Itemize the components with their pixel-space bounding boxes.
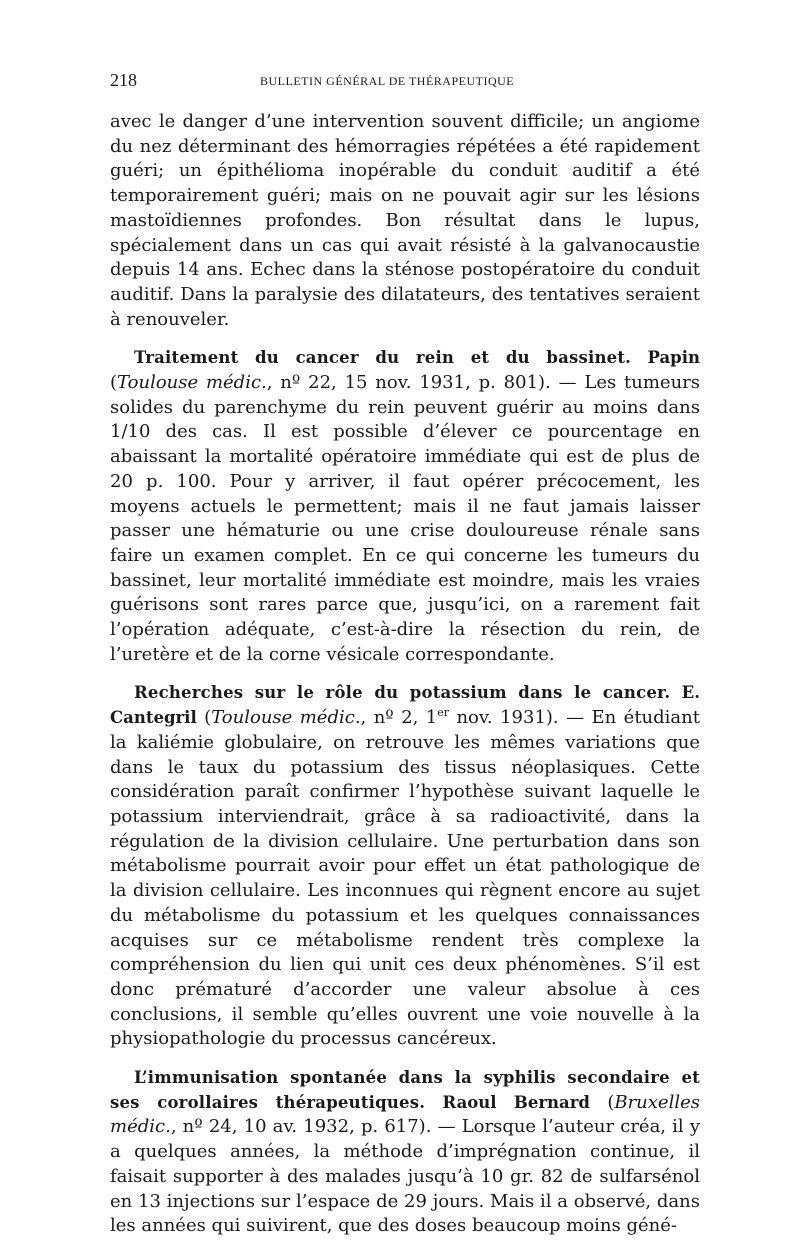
source-open: ( [607, 1091, 615, 1113]
source-citation-date: nov. 1931). [449, 707, 559, 729]
article-heading: Recherches sur le rôle du potassium dans le cancer. [134, 683, 671, 703]
article-author: E. Cantegril [110, 683, 700, 728]
article-author: Raoul Bernard [442, 1092, 590, 1112]
continued-paragraph [110, 110, 700, 332]
source-citation: , nº 22, 15 nov. 1931, p. 801). [266, 372, 551, 394]
running-header [110, 70, 700, 100]
article-body: — Lorsque l’auteur créa, il y a quelques années, la méthode d’imprégnation continue, il faisait supporter à des malades jusqu’à 10 gr. 82 de sulfarsénol en 13 injections sur l’espace de 29 jours. Mais il a observé, dans les années qui suivirent, que des doses beaucoup moins géné- [110, 1116, 700, 1237]
article-syphilis [110, 1066, 700, 1239]
source-citation: , nº 24, 10 av. 1932, p. 617). [170, 1116, 432, 1138]
source-journal: Toulouse médic. [211, 707, 361, 729]
source-journal: Toulouse médic. [117, 372, 267, 394]
article-kidney-cancer [110, 346, 700, 667]
document-page [110, 70, 700, 1253]
source-open: ( [204, 707, 212, 729]
source-journal: Bruxelles médic. [110, 1091, 700, 1138]
source-citation-superscript: er [437, 706, 450, 720]
article-author: Papin [647, 348, 700, 368]
source-open: ( [110, 372, 118, 394]
article-body: — En étudiant la kaliémie globulaire, on retrouve les mêmes variations que dans le taux du potassium des tissus néoplasiques. Cette considération paraît confirmer l’hypothèse suivant laquelle le potassium interviendrait, grâce à sa radioactivité, dans la régulation de la division cellulaire. Une perturbation dans son métabolisme pourrait avoir pour effet un état pathologique de la division cellulaire. Les inconnues qui règnent encore au sujet du métabolisme du potassium et les quelques connaissances acquises sur ce métabolisme rendent très complexe la compréhension du lien qui unit ces deux phénomènes. S’il est donc prématuré d’accorder une valeur absolue à ces conclusions, il semble qu’elles ouvrent une voie nouvelle à la physiopathologie du processus cancéreux. [110, 707, 700, 1050]
article-heading: L’immunisation spontanée dans la syphilis secondaire et ses corollaires thérapeutiques. [110, 1068, 700, 1112]
article-heading: Traitement du cancer du rein et du bassinet. [134, 348, 632, 368]
article-body: — Les tumeurs solides du parenchyme du rein peuvent guérir au moins dans 1/10 des cas. Il est possible d’élever ce pourcentage en abaissant la mortalité opératoire immédiate qui est de plus de 20 p. 100. Pour y arriver, il faut opérer précocement, les moyens actuels le permettent; mais il ne faut jamais laisser passer une hématurie ou une crise douloureuse rénale sans faire un examen complet. En ce qui concerne les tumeurs du bassinet, leur mortalité immédiate est moindre, mais les vraies guérisons sont rares parce que, jusqu’ici, on a rarement fait l’opération adéquate, c’est-à-dire la résection du rein, de l’uretère et de la corne vésicale correspondante. [110, 372, 701, 665]
source-citation: , nº 2, 1 [360, 707, 438, 729]
page-number: 218 [110, 70, 137, 90]
article-potassium [110, 681, 700, 1052]
journal-title: BULLETIN GÉNÉRAL DE THÉRAPEUTIQUE [260, 74, 515, 88]
continued-paragraph-text: avec le danger d’une intervention souvent difficile; un angiome du nez déterminant des hémorragies répétées a été rapidement guéri; un épithélioma inopérable du conduit auditif a été temporairement guéri; mais on ne pouvait agir sur les lésions mastoïdiennes profondes. Bon résultat dans le lupus, spécialement dans un cas qui avait résisté à la galvanocaustie depuis 14 ans. Echec dans la sténose postopératoire du conduit auditif. Dans la paralysie des dilatateurs, des tentatives seraient à renouveler. [110, 111, 700, 330]
